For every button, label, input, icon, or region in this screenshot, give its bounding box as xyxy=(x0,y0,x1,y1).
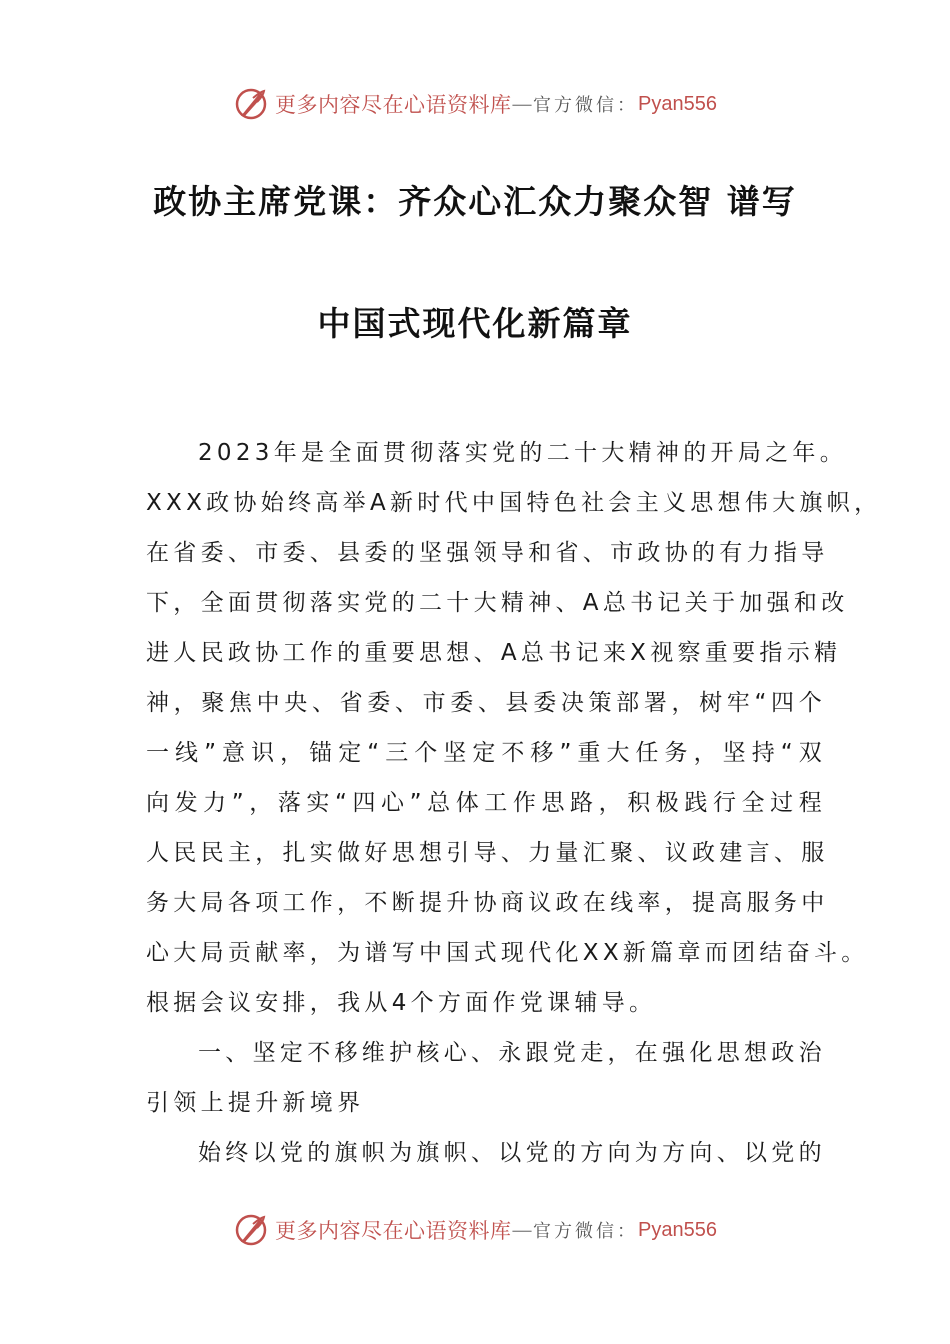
footer-watermark xyxy=(0,1210,950,1250)
watermark-label: 官方微信： xyxy=(533,1221,639,1242)
watermark-brand: 更多内容尽在心语资料库 xyxy=(275,93,512,117)
watermark-dash: — xyxy=(511,92,534,116)
header-watermark xyxy=(0,84,950,124)
body-line: 进人民政协工作的重要思想、A总书记来X视察重要指示精 xyxy=(146,640,842,666)
watermark-brand: 更多内容尽在心语资料库 xyxy=(275,1219,512,1243)
quill-logo-icon xyxy=(233,1212,269,1248)
body-line: 始终以党的旗帜为旗帜、以党的方向为方向、以党的 xyxy=(198,1140,826,1166)
section-heading-line-2: 引领上提升新境界 xyxy=(146,1090,365,1116)
body-line: 向发力”，落实“四心”总体工作思路，积极践行全过程 xyxy=(146,790,826,816)
watermark-wechat-id: Pyan556 xyxy=(638,1218,717,1241)
watermark-label: 官方微信： xyxy=(533,95,639,116)
watermark-wechat-id: Pyan556 xyxy=(638,92,717,115)
body-line: 下，全面贯彻落实党的二十大精神、A总书记关于加强和改 xyxy=(146,590,849,616)
section-heading-line-1: 一、坚定不移维护核心、永跟党走，在强化思想政治 xyxy=(198,1040,826,1066)
body-line: 2023年是全面贯彻落实党的二十大精神的开局之年。 xyxy=(198,440,848,466)
body-line: 一线”意识，锚定“三个坚定不移”重大任务，坚持“双 xyxy=(146,740,826,766)
quill-logo-icon xyxy=(233,86,269,122)
watermark-dash: — xyxy=(511,1218,534,1242)
body-line: 在省委、市委、县委的坚强领导和省、市政协的有力指导 xyxy=(146,540,829,566)
document-title-line-1: 政协主席党课：齐众心汇众力聚众智 谱写 xyxy=(153,182,797,221)
document-title-line-2: 中国式现代化新篇章 xyxy=(317,304,633,343)
body-line: 神，聚焦中央、省委、市委、县委决策部署，树牢“四个 xyxy=(146,690,826,716)
document-body xyxy=(146,428,882,1178)
body-line: 心大局贡献率，为谱写中国式现代化XX新篇章而团结奋斗。 xyxy=(146,940,869,966)
body-line: 务大局各项工作，不断提升协商议政在线率，提高服务中 xyxy=(146,890,829,916)
body-line: XXX政协始终高举A新时代中国特色社会主义思想伟大旗帜， xyxy=(146,490,882,516)
body-line: 根据会议安排，我从4个方面作党课辅导。 xyxy=(146,990,657,1016)
body-line: 人民民主，扎实做好思想引导、力量汇聚、议政建言、服 xyxy=(146,840,829,866)
